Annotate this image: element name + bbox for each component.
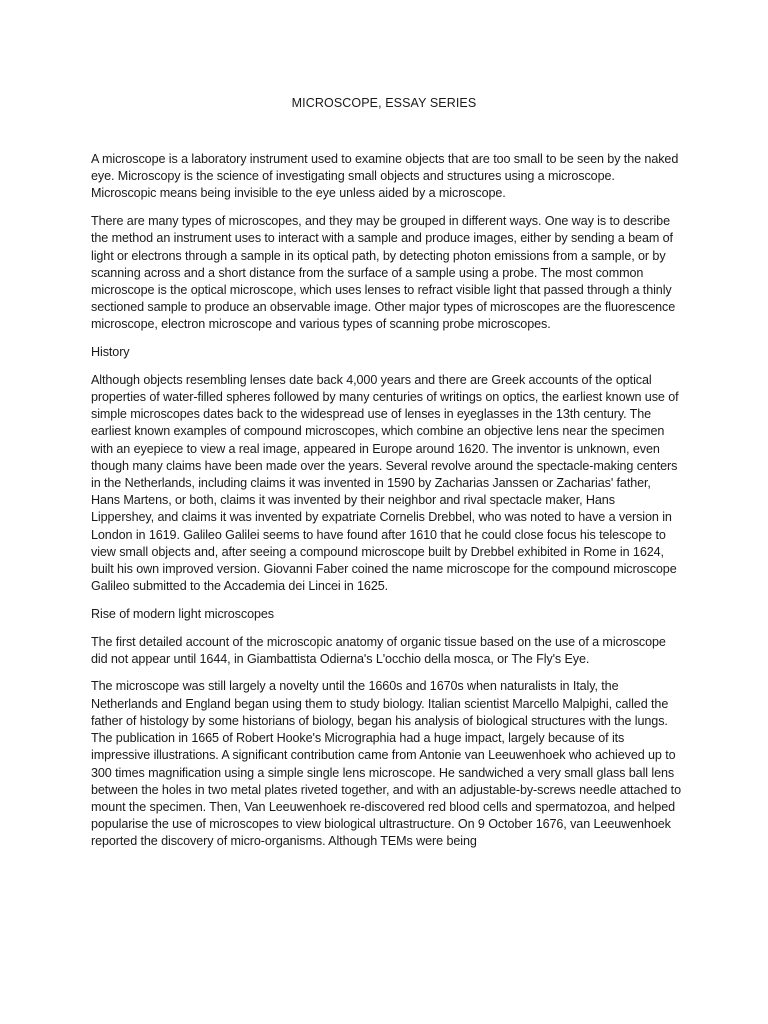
paragraph-first-account: The first detailed account of the microscopic anatomy of organic tissue based on the use of a microscope did not appear until 1644, in Giambattista Odierna's L'occhio della mosca, or The Fly's Eye.: [91, 634, 666, 666]
paragraph-intro: A microscope is a laboratory instrument used to examine objects that are too small to be seen by the naked eye. Microscopy is the science of investigating small objects and structures using a microscope. Microscopic means being invisible to the eye unless aided by a microscope.: [91, 152, 679, 201]
paragraph-novelty: The microscope was still largely a novelty until the 1660s and 1670s when naturalists in Italy, the Netherlands and England began using them to study biology. Italian scientist Marcello Malpighi, called the father of histology by some historians of biology, began his analysis of biological structures with the lungs. The publication in 1665 of Robert Hooke's Micrographia had a huge impact, largely because of its impressive illustrations. A significant contribution came from Antonie van Leeuwenhoek who achieved up to 300 times magnification using a simple single lens microscope. He sandwiched a very small glass ball lens between the holes in two metal plates riveted together, and with an adjustable-by-screws needle attached to mount the specimen. Then, Van Leeuwenhoek re-discovered red blood cells and spermatozoa, and helped popularise the use of microscopes to view biological ultrastructure. On 9 October 1676, van Leeuwenhoek reported the discovery of micro-organisms. Although TEMs were being: [91, 679, 681, 849]
paragraph-history: Although objects resembling lenses date back 4,000 years and there are Greek accounts of the optical properties of water-filled spheres followed by many centuries of writings on optics, the earliest known use of simple microscopes dates back to the widespread use of lenses in eyeglasses in the 13th century. The earliest known examples of compound microscopes, which combine an objective lens near the specimen with an eyepiece to view a real image, appeared in Europe around 1620. The inventor is unknown, even though many claims have been made over the years. Several revolve around the spectacle-making centers in the Netherlands, including claims it was invented in 1590 by Zacharias Janssen or Zacharias' father, Hans Martens, or both, claims it was invented by their neighbor and rival spectacle maker, Hans Lippershey, and claims it was invented by expatriate Cornelis Drebbel, who was noted to have a version in London in 1619. Galileo Galilei seems to have found after 1610 that he could close focus his telescope to view small objects and, after seeing a compound microscope built by Drebbel exhibited in Rome in 1624, built his own improved version. Giovanni Faber coined the name microscope for the compound microscope Galileo submitted to the Accademia dei Lincei in 1625.: [91, 372, 679, 594]
section-heading-modern-light-microscopes: Rise of modern light microscopes: [91, 606, 274, 621]
paragraph-types: There are many types of microscopes, and they may be grouped in different ways. One way is to describe the method an instrument uses to interact with a sample and produce images, either by sending a beam of light or electrons through a sample in its optical path, by detecting photon emissions from a sample, or by scanning across and a short distance from the surface of a sample using a probe. The most common microscope is the optical microscope, which uses lenses to refract visible light that passed through a thinly sectioned sample to produce an observable image. Other major types of microscopes are the fluorescence microscope, electron microscope and various types of scanning probe microscopes.: [91, 214, 676, 332]
document-title: MICROSCOPE, ESSAY SERIES: [291, 96, 477, 110]
document-body: [91, 151, 681, 861]
section-heading-history: History: [91, 345, 130, 360]
